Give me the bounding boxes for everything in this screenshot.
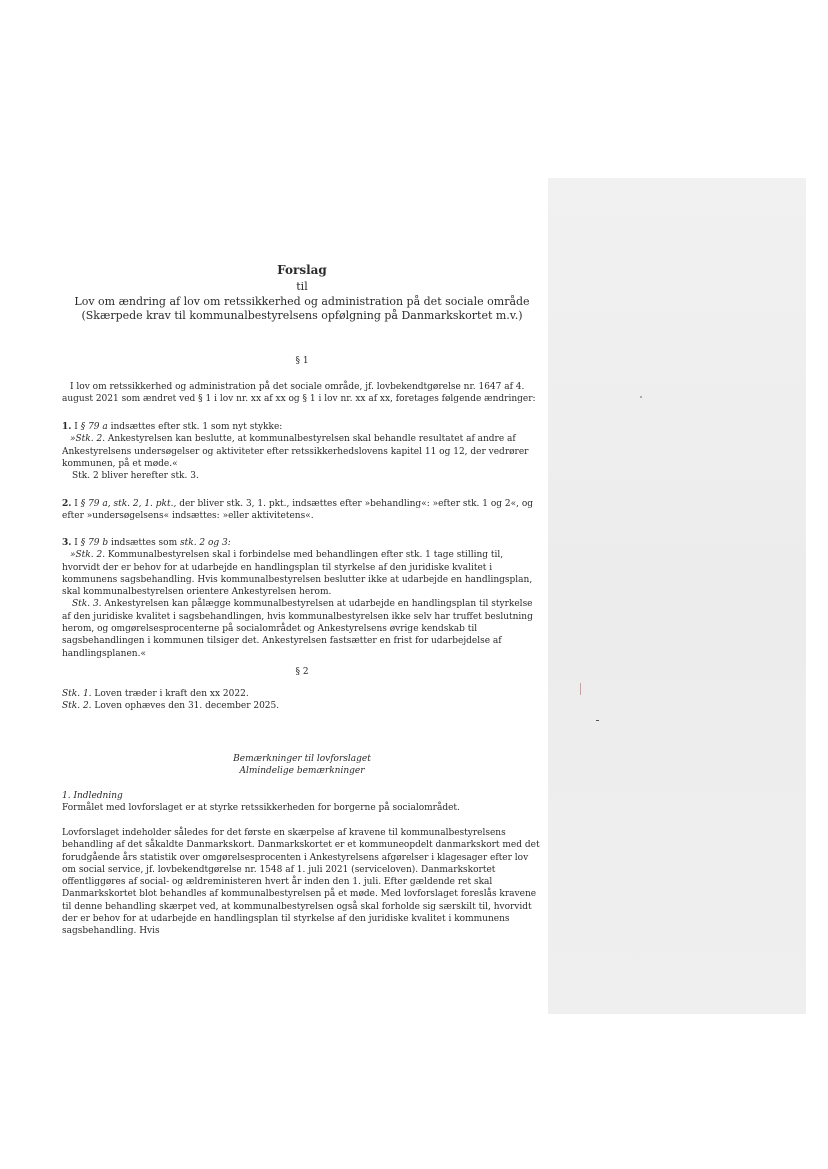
amendment-number: 2. — [62, 499, 72, 509]
amendment-2: 2. I § 79 a, stk. 2, 1. pkt., der bliver stk. 3, 1. pkt., indsættes efter »behandling«: »efter stk. 1 og 2«, og efter »undersøgelsens« indsættes: »eller aktivitetens«. — [62, 499, 534, 522]
introduction-heading: 1. Indledning — [62, 791, 123, 801]
document-til: til — [296, 280, 308, 293]
scan-mark — [596, 720, 599, 721]
remarks-subtitle: Almindelige bemærkninger — [239, 766, 365, 776]
section-2-stk1: Stk. 1. Loven træder i kraft den xx 2022. — [62, 689, 249, 699]
scan-shadow — [548, 178, 806, 1014]
section-2-heading: § 2 — [295, 667, 309, 677]
amendment-number: 1. — [62, 422, 72, 432]
scan-mark — [640, 396, 642, 398]
introduction-p2: Lovforslaget indeholder således for det første en skærpelse af kravene til kommunalbestyrelsens behandling af det såkaldte Danmarkskort. Danmarkskortet er et kommuneopdelt danmarkskort med det forudgående års statistik over omgørelsesprocenten i Ankestyrelsens afgørelser i klagesager efter lov om social service, jf. lovbekendtgørelse nr. 1548 af 1. juli 2021 (serviceloven). Danmarkskortet offentliggøres af social- og ældreministeren hvert år inden den 1. juli. Efter gældende ret skal Danmarkskortet blot behandles af kommunalbestyrelsen på et møde. Med lovforslaget foreslås kravene til denne behandling skærpet ved, at kommunalbestyrelsen også skal forholde sig særskilt til, hvorvidt der er behov for at udarbejde en handlingsplan til styrkelse af den juridiske kvalitet i kommunens sagsbehandling. Hvis — [62, 828, 540, 937]
section-1-heading: § 1 — [295, 356, 309, 366]
scan-mark — [580, 683, 581, 695]
law-title-line2: (Skærpede krav til kommunalbestyrelsens opfølgning på Danmarkskortet m.v.) — [81, 309, 523, 322]
remarks-title: Bemærkninger til lovforslaget — [233, 754, 371, 764]
amendment-1-after: Stk. 2 bliver herefter stk. 3. — [72, 471, 199, 482]
section-2-body — [62, 688, 542, 713]
introduction-p1: Formålet med lovforslaget er at styrke retssikkerheden for borgerne på socialområdet. — [62, 803, 460, 814]
section-1-intro: I lov om retssikkerhed og administration på det sociale område, jf. lovbekendtgørelse nr. 1647 af 4. august 2021 som ændret ved § 1 i lov nr. xx af xx og § 1 i lov nr. xx af xx, foretages følgende ændringer: — [62, 382, 536, 405]
amendment-1-stk: »Stk. 2. Ankestyrelsen kan beslutte, at kommunalbestyrelsen skal behandle resultatet af andre af Ankestyrelsens undersøgelser og aktiviteter efter retssikkerhedslovens kapitel 11 og 12, der vedrører kommunen, på et møde.« — [62, 434, 529, 469]
law-title-line1: Lov om ændring af lov om retssikkerhed og administration på det sociale område — [74, 295, 530, 308]
document-title: Forslag — [277, 263, 327, 277]
amendment-3-lead: 3. I § 79 b indsættes som stk. 2 og 3: — [62, 538, 231, 548]
law-title — [62, 295, 542, 323]
amendment-3 — [62, 537, 542, 660]
amendment-3-stk2: »Stk. 2. Kommunalbestyrelsen skal i forbindelse med behandlingen efter stk. 1 tage stilling til, hvorvidt der er behov for at udarbejde en handlingsplan til styrkelse af den juridiske kvalitet i kommunens sagsbehandling. Hvis kommunalbestyrelsen beslutter ikke at udarbejde en handlingsplan, skal kommunalbestyrelsen orientere Ankestyrelsen herom. — [62, 550, 533, 598]
amendment-number: 3. — [62, 538, 72, 548]
section-2-stk2: Stk. 2. Loven ophæves den 31. december 2025. — [62, 701, 280, 712]
amendment-1 — [62, 421, 542, 482]
amendment-3-stk3: Stk. 3. Ankestyrelsen kan pålægge kommunalbestyrelsen at udarbejde en handlingsplan til styrkelse af den juridiske kvalitet i sagsbehandlingen, hvis kommunalbestyrelsen ikke selv har truffet beslutning herom, og omgørelsesprocenterne på socialområdet og Ankestyrelsens øvrige kendskab til sagsbehandlingen i kommunen tilsiger det. Ankestyrelsen fastsætter en frist for udarbejdelse af handlingsplanen.« — [62, 599, 533, 659]
amendment-1-lead: 1. I § 79 a indsættes efter stk. 1 som nyt stykke: — [62, 422, 283, 432]
remarks-heading — [62, 753, 542, 777]
introduction-section — [62, 790, 542, 815]
